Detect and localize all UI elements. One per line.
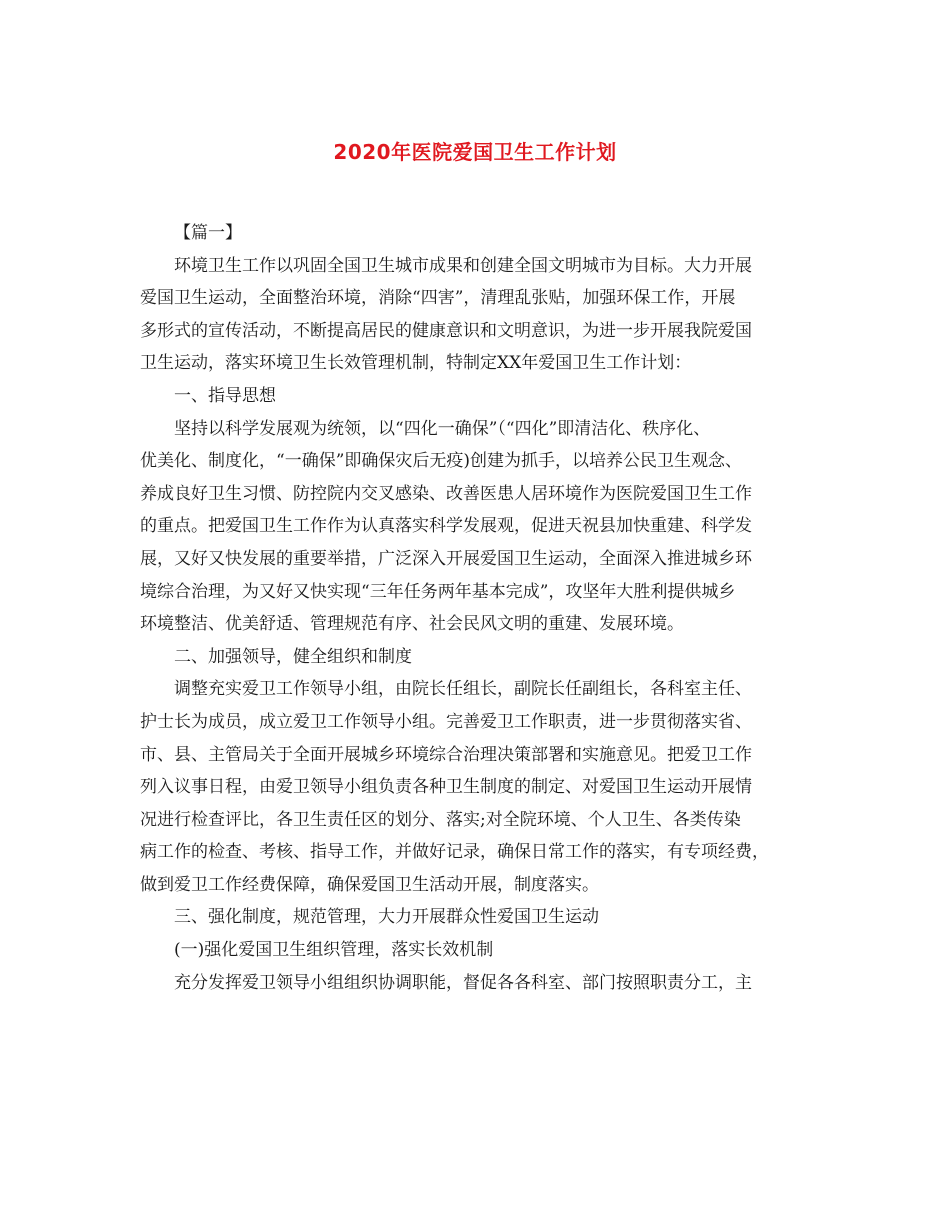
section-label: 【篇一】 [174, 223, 242, 243]
subsection-heading: (一)强化爱国卫生组织管理，落实长效机制 [174, 940, 494, 961]
document-title: 2020年医院爱国卫生工作计划 [333, 140, 617, 164]
paragraph-line: 坚持以科学发展观为统领，以“四化一确保”（“四化”即清洁化、秩序化、 [174, 418, 711, 439]
paragraph-line: 环境整洁、优美舒适、管理规范有序、社会民风文明的重建、发展环境。 [140, 614, 684, 635]
paragraph-line: 护士长为成员，成立爱卫工作领导小组。完善爱卫工作职责，进一步贯彻落实省、 [140, 711, 752, 732]
paragraph-line: 病工作的检查、考核、指导工作，并做好记录，确保日常工作的落实，有专项经费， [140, 842, 769, 863]
paragraph-line: 卫生运动，落实环境卫生长效管理机制，特制定XX年爱国卫生工作计划： [140, 353, 692, 374]
paragraph-line: 市、县、主管局关于全面开展城乡环境综合治理决策部署和实施意见。把爱卫工作 [140, 744, 752, 765]
section-heading: 三、强化制度，规范管理，大力开展群众性爱国卫生运动 [174, 907, 599, 928]
paragraph-line: 调整充实爱卫工作领导小组，由院长任组长，副院长任副组长，各科室主任、 [174, 679, 752, 700]
section-heading: 一、指导思想 [174, 385, 276, 406]
paragraph-line: 爱国卫生运动，全面整治环境，消除“四害”，清理乱张贴，加强环保工作，开展 [140, 288, 736, 309]
paragraph-line: 况进行检查评比，各卫生责任区的划分、落实;对全院环境、个人卫生、各类传染 [140, 809, 741, 830]
section-heading: 二、加强领导，健全组织和制度 [174, 646, 412, 667]
paragraph-line: 多形式的宣传活动，不断提高居民的健康意识和文明意识，为进一步开展我院爱国 [140, 320, 752, 341]
paragraph-line: 境综合治理，为又好又快实现“三年任务两年基本完成”，攻坚年大胜利提供城乡 [140, 581, 736, 602]
document-body [140, 217, 820, 999]
paragraph-line: 环境卫生工作以巩固全国卫生城市成果和创建全国文明城市为目标。大力开展 [174, 255, 752, 276]
paragraph-line: 充分发挥爱卫领导小组组织协调职能，督促各各科室、部门按照职责分工，主 [174, 972, 752, 993]
paragraph-line: 展，又好又快发展的重要举措，广泛深入开展爱国卫生运动，全面深入推进城乡环 [140, 548, 752, 569]
paragraph-line: 做到爱卫工作经费保障，确保爱国卫生活动开展，制度落实。 [140, 874, 599, 895]
paragraph-line: 优美化、制度化，“一确保”即确保灾后无疫)创建为抓手，以培养公民卫生观念、 [140, 451, 743, 472]
paragraph-line: 的重点。把爱国卫生工作作为认真落实科学发展观，促进天祝县加快重建、科学发 [140, 516, 752, 537]
paragraph-line: 养成良好卫生习惯、防控院内交叉感染、改善医患人居环境作为医院爱国卫生工作 [140, 483, 752, 504]
paragraph-line: 列入议事日程，由爱卫领导小组负责各种卫生制度的制定、对爱国卫生运动开展情 [140, 777, 752, 798]
